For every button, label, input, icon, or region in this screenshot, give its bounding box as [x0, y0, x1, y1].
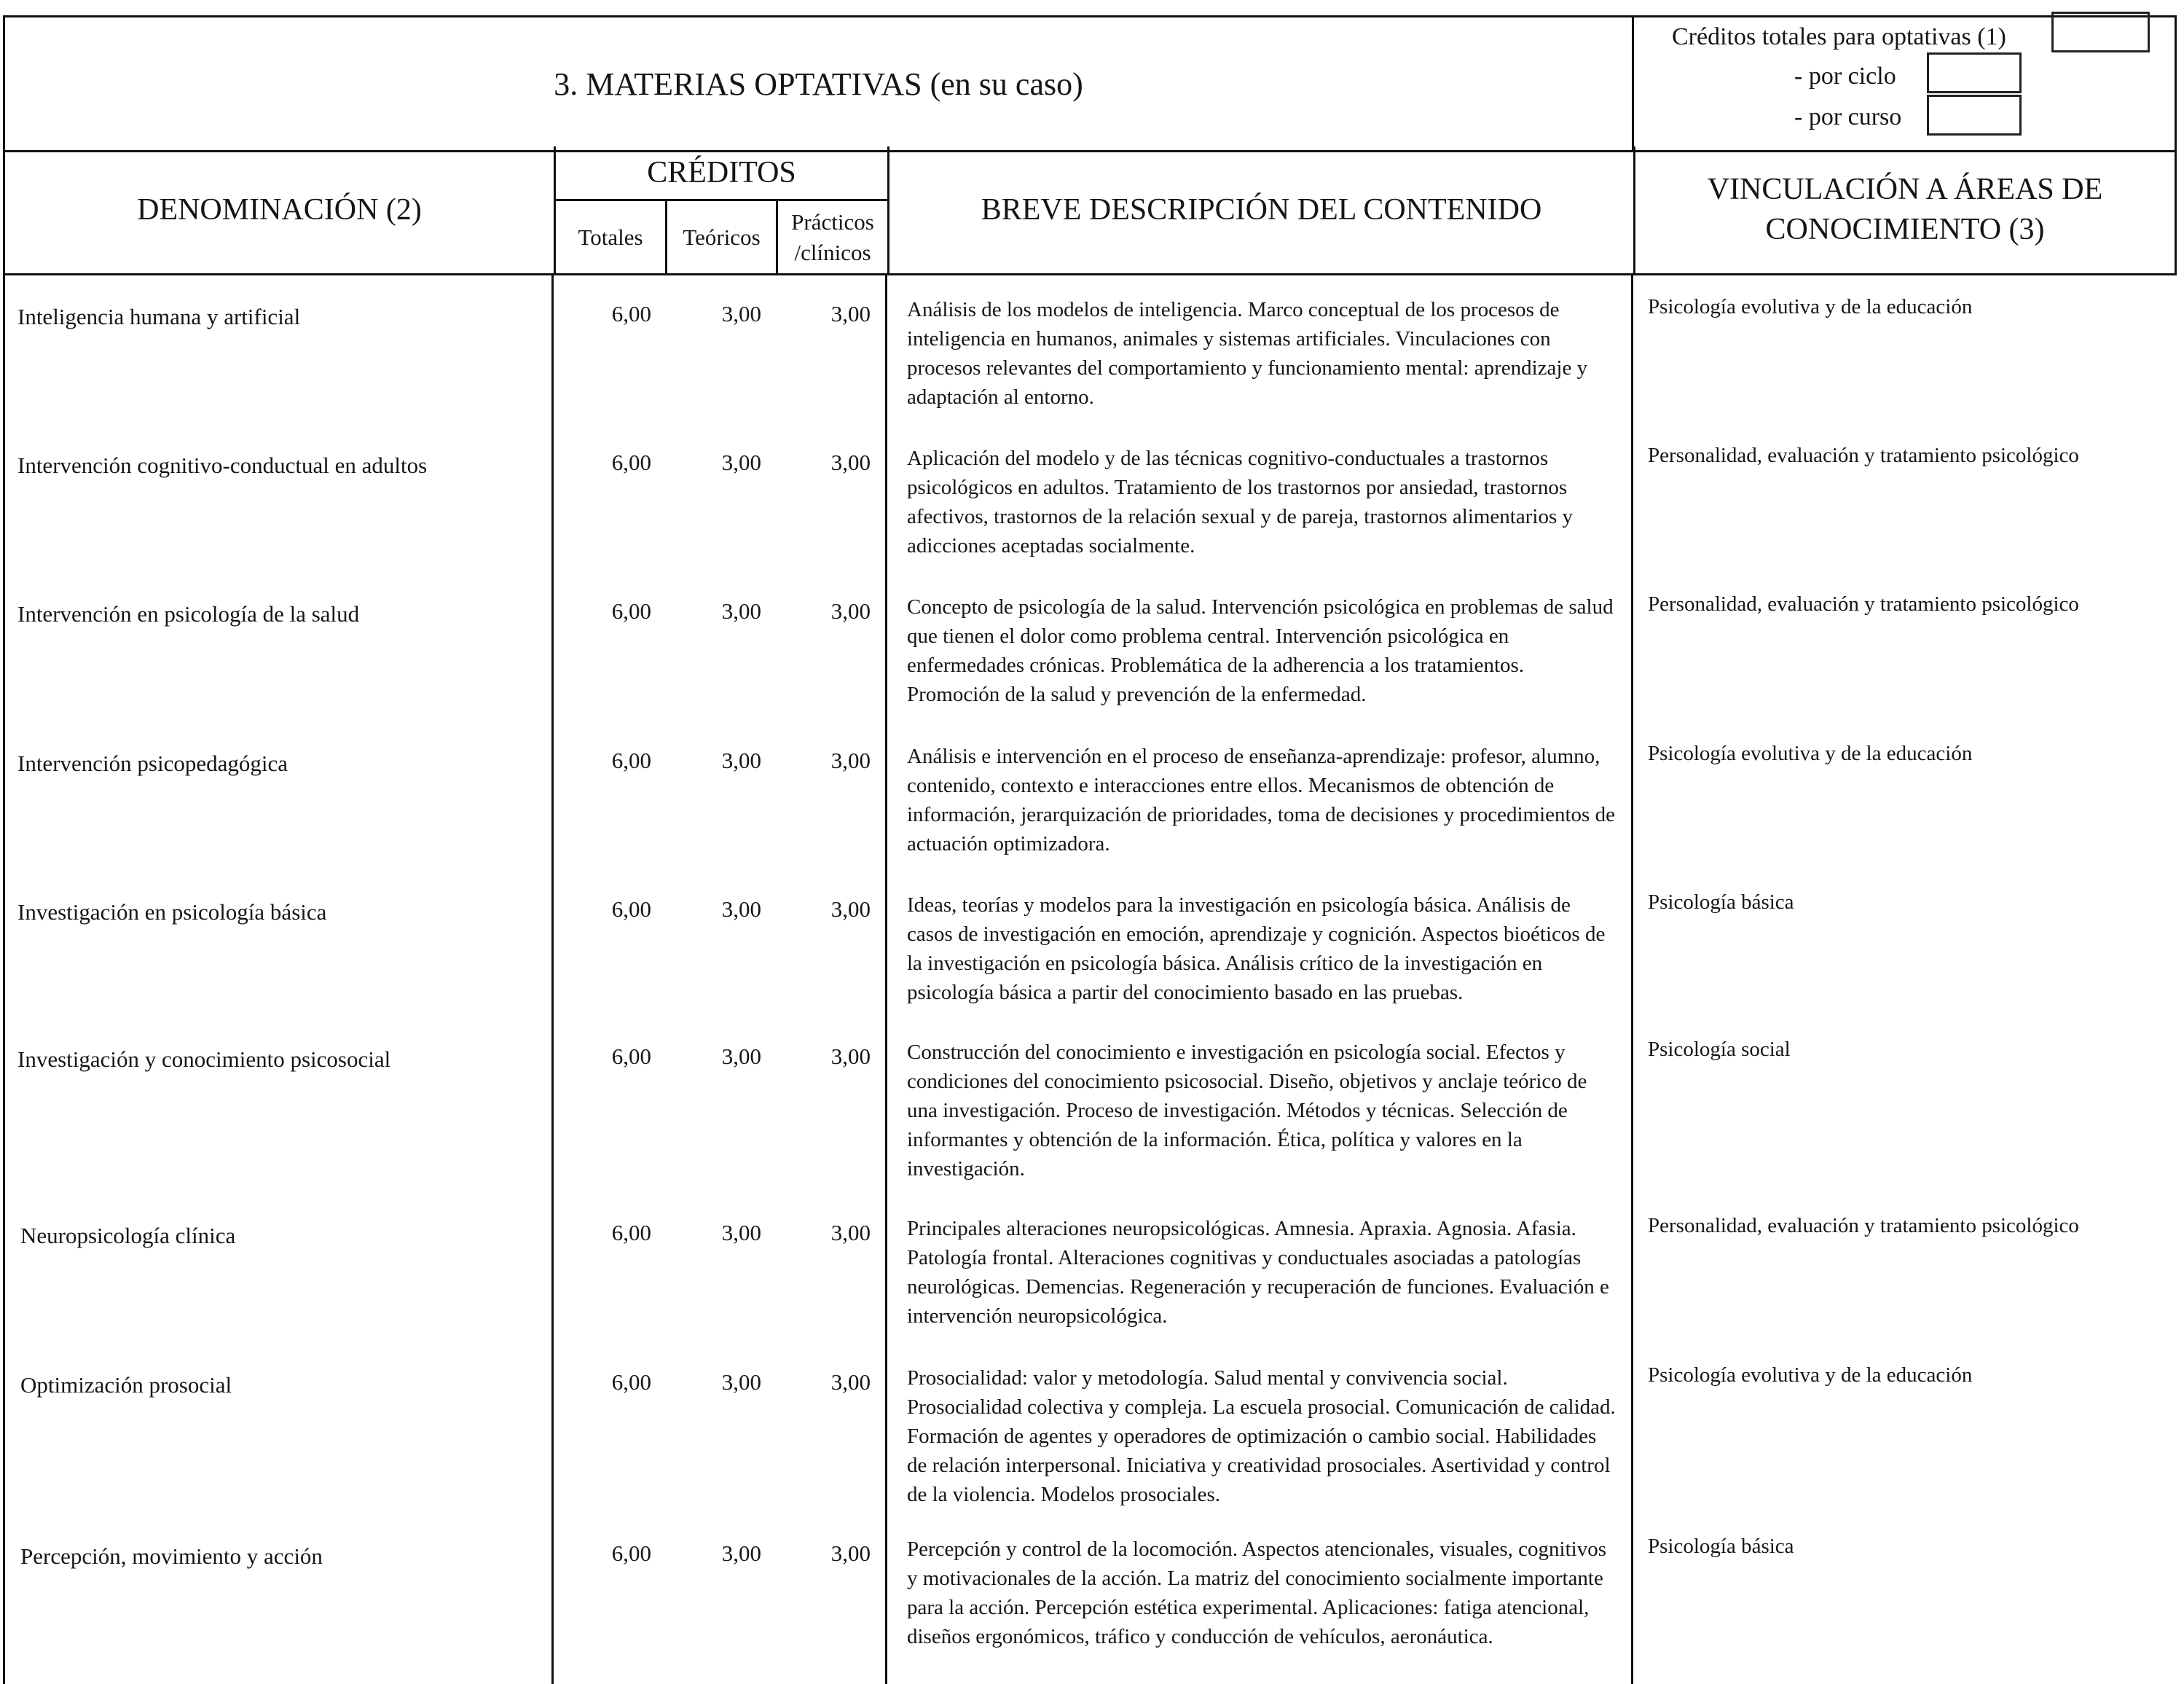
col-practicos — [778, 201, 887, 273]
credits-teoricos: 3,00 — [721, 748, 761, 773]
subject-description: Aplicación del modelo y de las técnicas cognitivo-conductuales a trastornos psicológicos en adultos. Tratamiento de los trastornos por ansiedad, trastornos afectivos, trastornos de la relación sexual y de pareja, trastornos alimentarios y adicciones aceptadas socialmente. — [907, 447, 1573, 557]
subject-name: Inteligencia humana y artificial — [17, 304, 301, 329]
col-teoricos: Teóricos — [683, 224, 761, 250]
subject-name: Optimización prosocial — [20, 1372, 232, 1398]
subject-name: Percepción, movimiento y acción — [20, 1543, 323, 1569]
credits-teoricos: 3,00 — [721, 301, 761, 326]
credits-teoricos: 3,00 — [721, 896, 761, 922]
credits-totales: 6,00 — [611, 896, 651, 922]
credits-total-box[interactable] — [2051, 12, 2150, 52]
col-totales: Totales — [578, 224, 643, 250]
credits-teoricos: 3,00 — [721, 598, 761, 624]
subject-name: Investigación en psicología básica — [17, 899, 327, 925]
subject-name: Intervención cognitivo-conductual en adultos — [17, 453, 428, 478]
col-descripcion: BREVE DESCRIPCIÓN DEL CONTENIDO — [981, 192, 1542, 227]
subject-name: Investigación y conocimiento psicosocial — [17, 1046, 391, 1072]
column-header — [3, 146, 2177, 275]
subject-area: Personalidad, evaluación y tratamiento psicológico — [1648, 444, 2079, 467]
credits-totales: 6,00 — [611, 598, 651, 624]
per-course-label: - por curso — [1794, 103, 1902, 130]
col-practicos-line1: Prácticos — [791, 208, 874, 235]
subject-name: Neuropsicología clínica — [20, 1223, 236, 1248]
subject-description: Concepto de psicología de la salud. Intervención psicológica en problemas de salud que tienen el dolor como problema central. Intervención psicológica en enfermedades crónicas. Problemática de la adherencia a los tratamientos. Promoción de la salud y prevención de la enfermedad. — [907, 595, 1614, 706]
col-creditos: CRÉDITOS — [647, 155, 796, 189]
per-cycle-label: - por ciclo — [1794, 63, 1896, 90]
subject-description: Construcción del conocimiento e investigación en psicología social. Efectos y condiciones del conocimiento psicosocial. Diseño, objetivos y anclaje teórico de una investigación. Proceso de investigación. Métodos y técnicas. Selección de informantes y obtención de la información. Ética, política y valores en la investigación. — [907, 1041, 1587, 1180]
credits-practicos: 3,00 — [830, 1540, 871, 1566]
section-title: 3. MATERIAS OPTATIVAS (en su caso) — [554, 66, 1083, 102]
credits-practicos: 3,00 — [830, 450, 871, 475]
subject-name: Intervención en psicología de la salud — [17, 601, 360, 627]
credits-teoricos: 3,00 — [721, 1540, 761, 1566]
subject-description: Percepción y control de la locomoción. Aspectos atencionales, visuales, cognitivos y motivacionales de la acción. La matriz del conocimiento socialmente importante para la acción. Percepción estética experimental. Aplicaciones: fatiga atencional, diseños ergonómicos, tráfico y conducción de vehículos, aeronáutica. — [907, 1538, 1606, 1648]
credits-practicos: 3,00 — [830, 896, 871, 922]
col-vinculacion — [1635, 146, 2175, 273]
col-vinculacion-line2: CONOCIMIENTO (3) — [1765, 213, 2045, 246]
subject-description: Principales alteraciones neuropsicológicas. Amnesia. Apraxia. Agnosia. Afasia. Patología frontal. Alteraciones cognitivas y conductuales asociadas a patologías neurológicas. Demencias. Regeneración y recuperación de funciones. Evaluación e intervención neuropsicológica. — [907, 1217, 1609, 1328]
subject-name: Intervención psicopedagógica — [17, 751, 288, 776]
subject-area: Psicología básica — [1648, 1535, 1794, 1558]
subject-area: Personalidad, evaluación y tratamiento psicológico — [1648, 1214, 2079, 1237]
credits-practicos: 3,00 — [830, 1043, 871, 1069]
col-practicos-line2: /clínicos — [794, 239, 871, 265]
subject-description: Análisis de los modelos de inteligencia. Marco conceptual de los procesos de inteligencia en humanos, animales y sistemas artificiales. Vinculaciones con procesos relevantes del comportamiento y funcionamiento mental: aprendizaje y adaptación al entorno. — [907, 298, 1588, 409]
credits-totales: 6,00 — [611, 450, 651, 475]
credits-totales: 6,00 — [611, 1540, 651, 1566]
credits-practicos: 3,00 — [830, 1220, 871, 1245]
credits-teoricos: 3,00 — [721, 450, 761, 475]
credits-teoricos: 3,00 — [721, 1043, 761, 1069]
credits-teoricos: 3,00 — [721, 1369, 761, 1395]
subject-area: Psicología evolutiva y de la educación — [1648, 742, 1973, 765]
credits-totales: 6,00 — [611, 301, 651, 326]
credits-practicos: 3,00 — [830, 1369, 871, 1395]
credits-practicos: 3,00 — [830, 301, 871, 326]
col-denominacion: DENOMINACIÓN (2) — [137, 192, 422, 227]
col-vinculacion-line1: VINCULACIÓN A ÁREAS DE — [1707, 173, 2103, 207]
per-cycle-box[interactable] — [1927, 52, 2022, 93]
credits-totales: 6,00 — [611, 748, 651, 773]
credits-summary — [1632, 17, 2177, 150]
credits-teoricos: 3,00 — [721, 1220, 761, 1245]
credits-total-label: Créditos totales para optativas (1) — [1672, 23, 2006, 50]
subject-area: Psicología evolutiva y de la educación — [1648, 1363, 1973, 1387]
subject-area: Personalidad, evaluación y tratamiento psicológico — [1648, 592, 2079, 616]
per-course-box[interactable] — [1927, 95, 2022, 136]
subject-area: Psicología básica — [1648, 890, 1794, 914]
subject-area: Psicología social — [1648, 1038, 1791, 1061]
section-header — [3, 15, 2177, 152]
subject-description: Ideas, teorías y modelos para la investigación en psicología básica. Análisis de casos de investigación en emoción, aprendizaje y cognición. Aspectos bioéticos de la investigación en psicología básica. Análisis crítico de la investigación en psicología básica a partir del conocimiento basado en las pruebas. — [907, 893, 1606, 1004]
credits-totales: 6,00 — [611, 1369, 651, 1395]
credits-totales: 6,00 — [611, 1220, 651, 1245]
subject-area: Psicología evolutiva y de la educación — [1648, 295, 1973, 318]
credits-practicos: 3,00 — [830, 598, 871, 624]
subject-description: Análisis e intervención en el proceso de enseñanza-aprendizaje: profesor, alumno, contenido, contexto e interacciones entre ellos. Mecanismos de obtención de información, jerarquización de prioridades, toma de decisiones y procedimientos de actuación optimizadora. — [907, 745, 1615, 855]
credits-totales: 6,00 — [611, 1043, 651, 1069]
subject-description: Prosocialidad: valor y metodología. Salud mental y convivencia social. Prosocialidad colectiva y compleja. La escuela prosocial. Comunicación de calidad. Formación de agentes y operadores de optimización o cambio social. Habilidades de relación interpersonal. Iniciativa y creatividad prosociales. Asertividad y control de la violencia. Modelos prosociales. — [907, 1366, 1616, 1506]
credits-practicos: 3,00 — [830, 748, 871, 773]
